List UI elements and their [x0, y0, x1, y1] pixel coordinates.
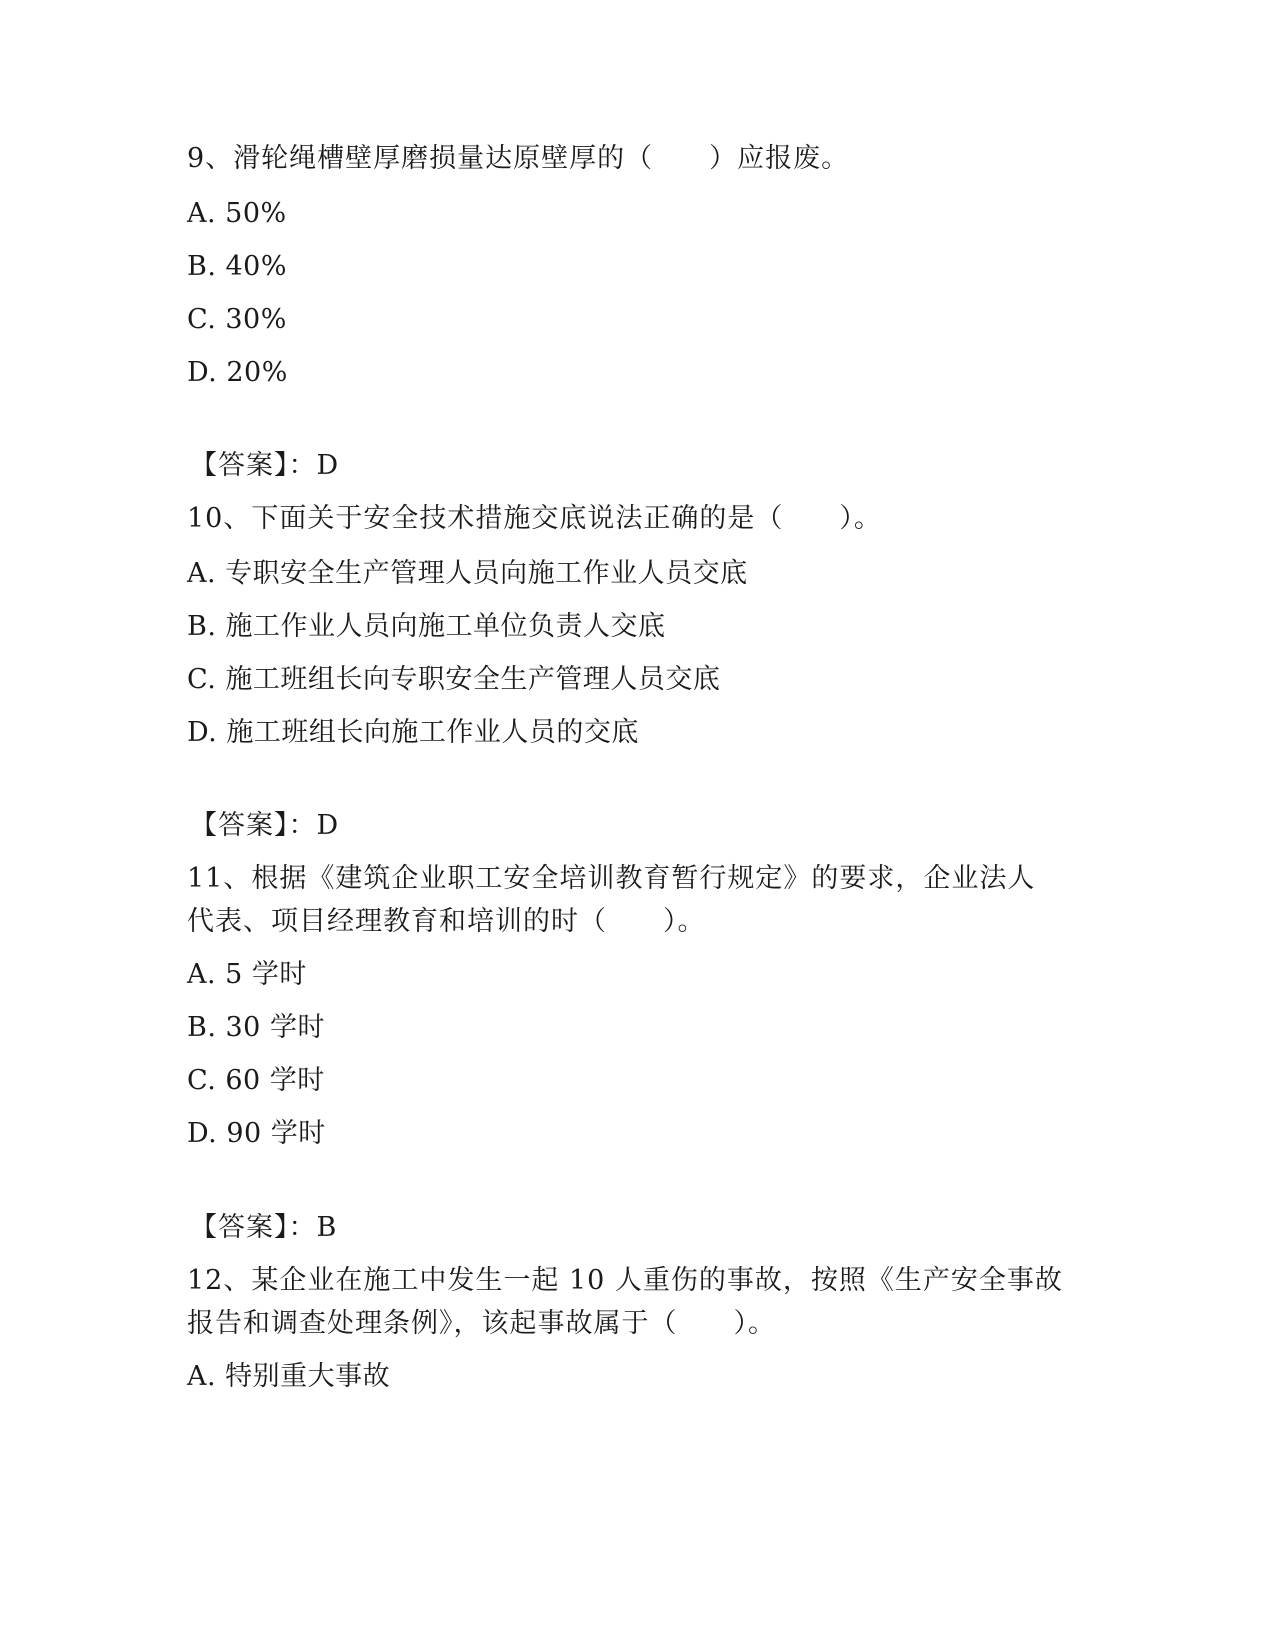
question-9-option-a: A. 50% [187, 198, 287, 229]
question-9-stem: 9、滑轮绳槽壁厚磨损量达原壁厚的（ ）应报废。 [187, 143, 850, 174]
question-12-stem-line-1: 12、某企业在施工中发生一起 10 人重伤的事故，按照《生产安全事故 [187, 1265, 1063, 1296]
question-10-option-d: D. 施工班组长向施工作业人员的交底 [187, 717, 639, 748]
question-11-option-b: B. 30 学时 [187, 1012, 325, 1043]
question-11-stem-line-1: 11、根据《建筑企业职工安全培训教育暂行规定》的要求，企业法人 [187, 863, 1036, 894]
question-10-answer: 【答案】：D [190, 810, 340, 841]
question-9-answer: 【答案】：D [190, 450, 340, 481]
question-10-option-a: A. 专职安全生产管理人员向施工作业人员交底 [187, 558, 748, 589]
question-11-option-a: A. 5 学时 [187, 959, 307, 990]
question-9-option-c: C. 30% [187, 304, 287, 335]
question-12-stem-line-2: 报告和调查处理条例》，该起事故属于（ ）。 [187, 1308, 776, 1339]
question-11-option-c: C. 60 学时 [187, 1065, 325, 1096]
question-9-option-b: B. 40% [187, 251, 288, 282]
question-11-answer: 【答案】：B [190, 1212, 338, 1243]
question-10-option-c: C. 施工班组长向专职安全生产管理人员交底 [187, 664, 721, 695]
question-9-option-d: D. 20% [187, 357, 288, 388]
question-12-option-a: A. 特别重大事故 [187, 1361, 391, 1392]
question-11-stem-line-2: 代表、项目经理教育和培训的时（ ）。 [187, 906, 706, 937]
question-10-option-b: B. 施工作业人员向施工单位负责人交底 [187, 611, 666, 642]
question-11-option-d: D. 90 学时 [187, 1118, 326, 1149]
question-10-stem: 10、下面关于安全技术措施交底说法正确的是（ ）。 [187, 503, 882, 534]
